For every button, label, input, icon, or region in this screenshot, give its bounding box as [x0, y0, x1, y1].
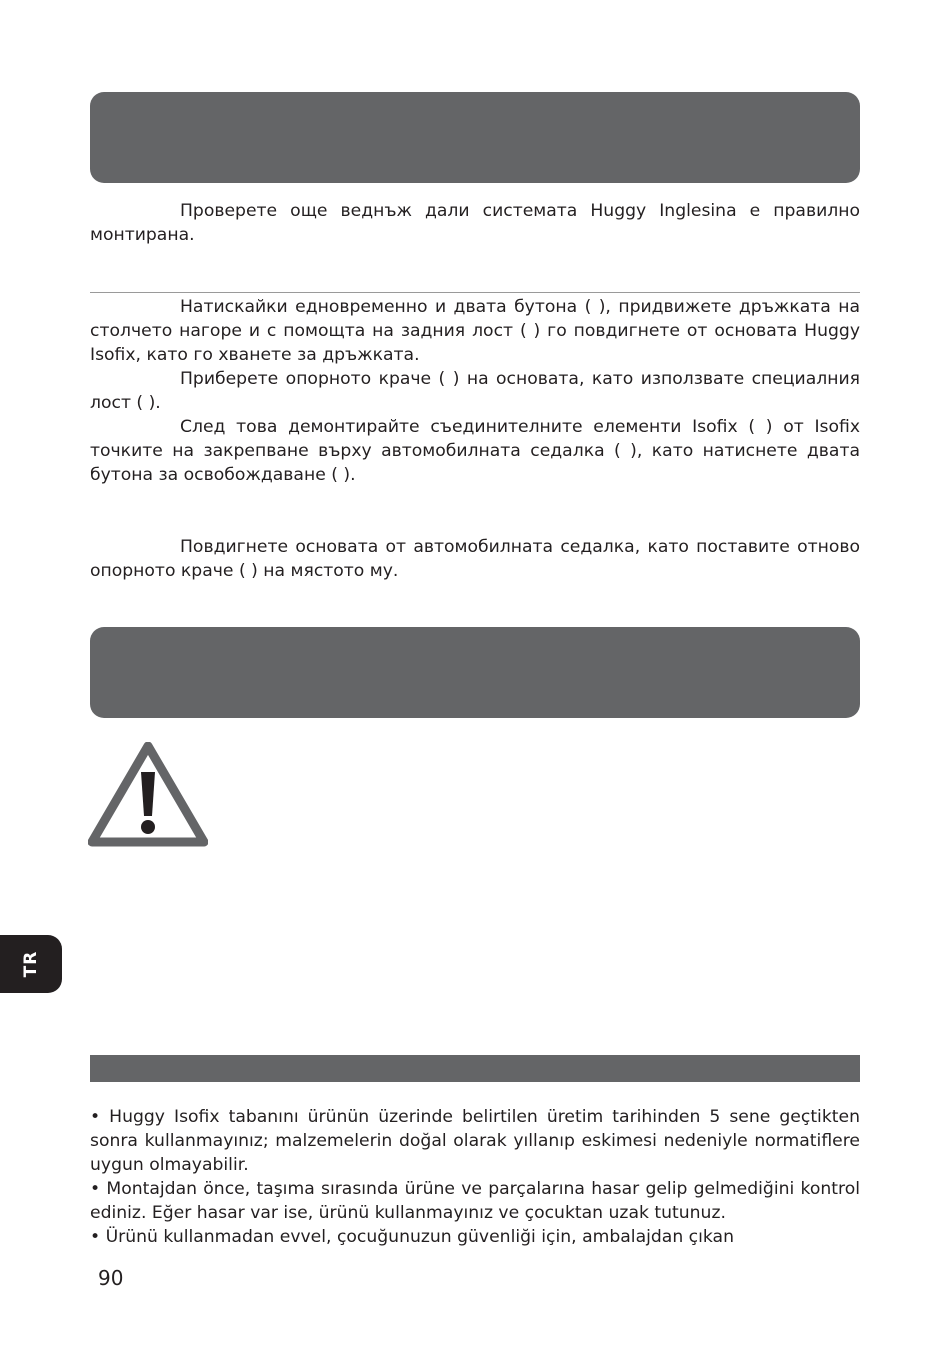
paragraph-check: Проверете още веднъж дали системата Huggy Inglesina е правилно монтирана.	[90, 201, 860, 245]
paragraph-lift-base: Повдигнете основата от автомобилната седалка, като поставите отново опорното краче ( ) на мястото му.	[90, 537, 860, 581]
page-number: 90	[98, 1266, 124, 1290]
section-header-banner-warnings	[90, 627, 860, 718]
language-tab	[0, 935, 62, 993]
section-header-banner-top	[90, 92, 860, 183]
paragraph-remove-seat: Натискайки едновременно и двата бутона ( ), придвижете дръжката на столчето нагоре и с помощта на задния лост ( ) го повдигнете от основата Huggy Isofix, като го хванете за дръжката.	[90, 297, 860, 365]
paragraph-detach-isofix: След това демонтирайте съединителните елементи Isofix ( ) от Isofix точките на закрепване върху автомобилната седалка ( ), като натиснете двата бутона за освобождаване ( ).	[90, 417, 860, 485]
paragraph-retract-leg: Приберете опорното краче ( ) на основата, като използвате специалния лост ( ).	[90, 369, 860, 413]
warning-item: • Montajdan önce, taşıma sırasında ürüne ve parçalarına hasar gelip gelmediğini kontrol ediniz. Eğer hasar var ise, ürünü kullanmayınız ve çocuktan uzak tutunuz.	[90, 1179, 860, 1223]
language-tab-label: TR	[21, 950, 41, 978]
warning-item: • Huggy Isofix tabanını ürünün üzerinde belirtilen üretim tarihinden 5 sene geçtikten sonra kullanmayınız; malzemelerin doğal olarak yıllanıp eskimesi nedeniyle normatiflere uygun olmayabilir.	[90, 1107, 860, 1175]
divider-line	[90, 292, 860, 293]
warning-triangle-icon	[88, 742, 208, 848]
subsection-bar	[90, 1055, 860, 1082]
warning-list	[90, 1105, 860, 1249]
warning-item: • Ürünü kullanmadan evvel, çocuğunuzun güvenliği için, ambalajdan çıkan	[90, 1227, 734, 1247]
